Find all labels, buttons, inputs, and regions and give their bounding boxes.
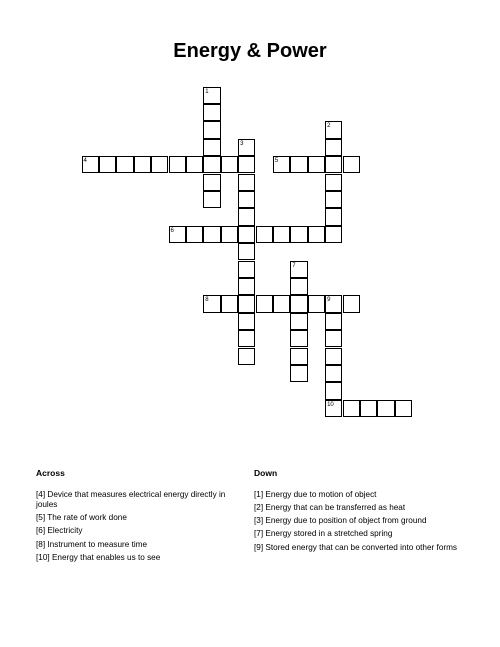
grid-cell[interactable] [169, 156, 186, 173]
grid-cell[interactable] [273, 295, 290, 312]
grid-cell[interactable] [377, 400, 394, 417]
grid-cell[interactable] [82, 156, 99, 173]
grid-cell[interactable] [325, 382, 342, 399]
cell-number: 5 [274, 158, 279, 165]
clue-text: The rate of work done [47, 513, 127, 523]
grid-cell[interactable] [308, 295, 325, 312]
grid-cell[interactable] [221, 226, 238, 243]
down-clues [254, 468, 474, 556]
grid-cell[interactable] [325, 139, 342, 156]
grid-cell[interactable] [238, 295, 255, 312]
grid-cell[interactable] [343, 400, 360, 417]
clue-text: Energy stored in a stretched spring [265, 529, 393, 539]
grid-cell[interactable] [238, 261, 255, 278]
grid-cell[interactable] [325, 121, 342, 138]
across-clue-6: [6] Electricity [36, 526, 83, 536]
grid-cell[interactable] [238, 208, 255, 225]
grid-cell[interactable] [203, 174, 220, 191]
clue-number: 7 [256, 529, 261, 539]
grid-cell[interactable] [169, 226, 186, 243]
grid-cell[interactable] [290, 313, 307, 330]
cell-number: 9 [327, 297, 331, 304]
grid-cell[interactable] [203, 191, 220, 208]
grid-cell[interactable] [238, 174, 255, 191]
grid-cell[interactable] [238, 226, 255, 243]
down-clue-2: [2] Energy that can be transferred as heat [254, 502, 406, 512]
across-clue-list [36, 490, 236, 564]
grid-cell[interactable] [325, 156, 342, 173]
across-clue-10: [10] Energy that enables us to see [36, 552, 161, 562]
grid-cell[interactable] [290, 261, 307, 278]
grid-cell[interactable] [116, 156, 133, 173]
clue-number: 2 [256, 502, 261, 512]
grid-cell[interactable] [256, 226, 273, 243]
grid-cell[interactable] [186, 156, 203, 173]
grid-cell[interactable] [203, 139, 220, 156]
down-clue-3: [3] Energy due to position of object from ground [254, 516, 427, 526]
grid-cell[interactable] [151, 156, 168, 173]
grid-cell[interactable] [395, 400, 412, 417]
clue-number: 9 [256, 542, 261, 552]
grid-cell[interactable] [325, 365, 342, 382]
cell-number: 1 [205, 88, 209, 95]
grid-cell[interactable] [290, 278, 307, 295]
cell-number: 4 [83, 158, 87, 165]
grid-cell[interactable] [343, 156, 360, 173]
grid-cell[interactable] [325, 400, 342, 417]
grid-cell[interactable] [203, 104, 220, 121]
clue-text: Energy due to position of object from ground [265, 516, 427, 526]
down-clue-list [254, 490, 474, 553]
cell-number: 6 [170, 227, 174, 234]
grid-cell[interactable] [238, 243, 255, 260]
grid-cell[interactable] [186, 226, 203, 243]
grid-cell[interactable] [325, 313, 342, 330]
grid-cell[interactable] [203, 295, 220, 312]
clue-text: Instrument to measure time [47, 539, 148, 549]
clue-text: Energy that can be transferred as heat [265, 502, 406, 512]
cell-number: 10 [327, 401, 334, 408]
grid-cell[interactable] [203, 226, 220, 243]
across-clue-8: [8] Instrument to measure time [36, 539, 148, 549]
across-clue-4: [4] Device that measures electrical energy directly in joules [36, 489, 226, 509]
grid-cell[interactable] [203, 87, 220, 104]
grid-cell[interactable] [308, 156, 325, 173]
grid-cell[interactable] [238, 313, 255, 330]
cell-number: 3 [240, 140, 244, 147]
grid-cell[interactable] [256, 295, 273, 312]
clue-text: Energy due to motion of object [265, 489, 377, 499]
clue-number: 4 [38, 489, 43, 499]
grid-cell[interactable] [238, 156, 255, 173]
grid-cell[interactable] [134, 156, 151, 173]
grid-cell[interactable] [99, 156, 116, 173]
grid-cell[interactable] [325, 330, 342, 347]
clue-number: 10 [38, 552, 48, 562]
across-heading: Across [36, 468, 65, 478]
clue-text: Device that measures electrical energy directly in joules [36, 489, 226, 509]
grid-cell[interactable] [325, 174, 342, 191]
clue-text: Energy that enables us to see [51, 552, 161, 562]
grid-cell[interactable] [325, 208, 342, 225]
down-clue-7: [7] Energy stored in a stretched spring [254, 529, 393, 539]
grid-cell[interactable] [273, 226, 290, 243]
clue-text: Stored energy that can be converted into other forms [265, 542, 458, 552]
grid-cell[interactable] [290, 348, 307, 365]
grid-cell[interactable] [290, 365, 307, 382]
clue-number: 8 [38, 539, 43, 549]
clue-number: 1 [256, 489, 261, 499]
cell-number: 2 [327, 123, 331, 130]
grid-cell[interactable] [290, 295, 307, 312]
grid-cell[interactable] [360, 400, 377, 417]
grid-cell[interactable] [238, 139, 255, 156]
cell-number: 7 [292, 262, 296, 269]
clue-number: 5 [38, 513, 43, 523]
across-clues [36, 468, 236, 566]
clue-number: 3 [256, 516, 261, 526]
grid-cell[interactable] [325, 348, 342, 365]
grid-cell[interactable] [238, 191, 255, 208]
grid-cell[interactable] [203, 156, 220, 173]
grid-cell[interactable] [290, 226, 307, 243]
grid-cell[interactable] [273, 156, 290, 173]
grid-cell[interactable] [308, 226, 325, 243]
across-clue-5: [5] The rate of work done [36, 513, 127, 523]
down-clue-9: [9] Stored energy that can be converted into other forms [254, 542, 458, 552]
grid-cell[interactable] [221, 156, 238, 173]
grid-cell[interactable] [238, 348, 255, 365]
grid-cell[interactable] [290, 330, 307, 347]
grid-cell[interactable] [238, 330, 255, 347]
cell-number: 8 [205, 297, 209, 304]
clue-text: Electricity [47, 526, 83, 536]
down-heading: Down [254, 468, 278, 478]
grid-cell[interactable] [203, 121, 220, 138]
down-clue-1: [1] Energy due to motion of object [254, 489, 377, 499]
grid-cell[interactable] [290, 156, 307, 173]
grid-cell[interactable] [343, 295, 360, 312]
grid-cell[interactable] [325, 191, 342, 208]
grid-cell[interactable] [325, 226, 342, 243]
clue-number: 6 [38, 526, 43, 536]
grid-cell[interactable] [238, 278, 255, 295]
puzzle-title: Energy & Power [173, 40, 327, 62]
grid-cell[interactable] [325, 295, 342, 312]
grid-cell[interactable] [221, 295, 238, 312]
